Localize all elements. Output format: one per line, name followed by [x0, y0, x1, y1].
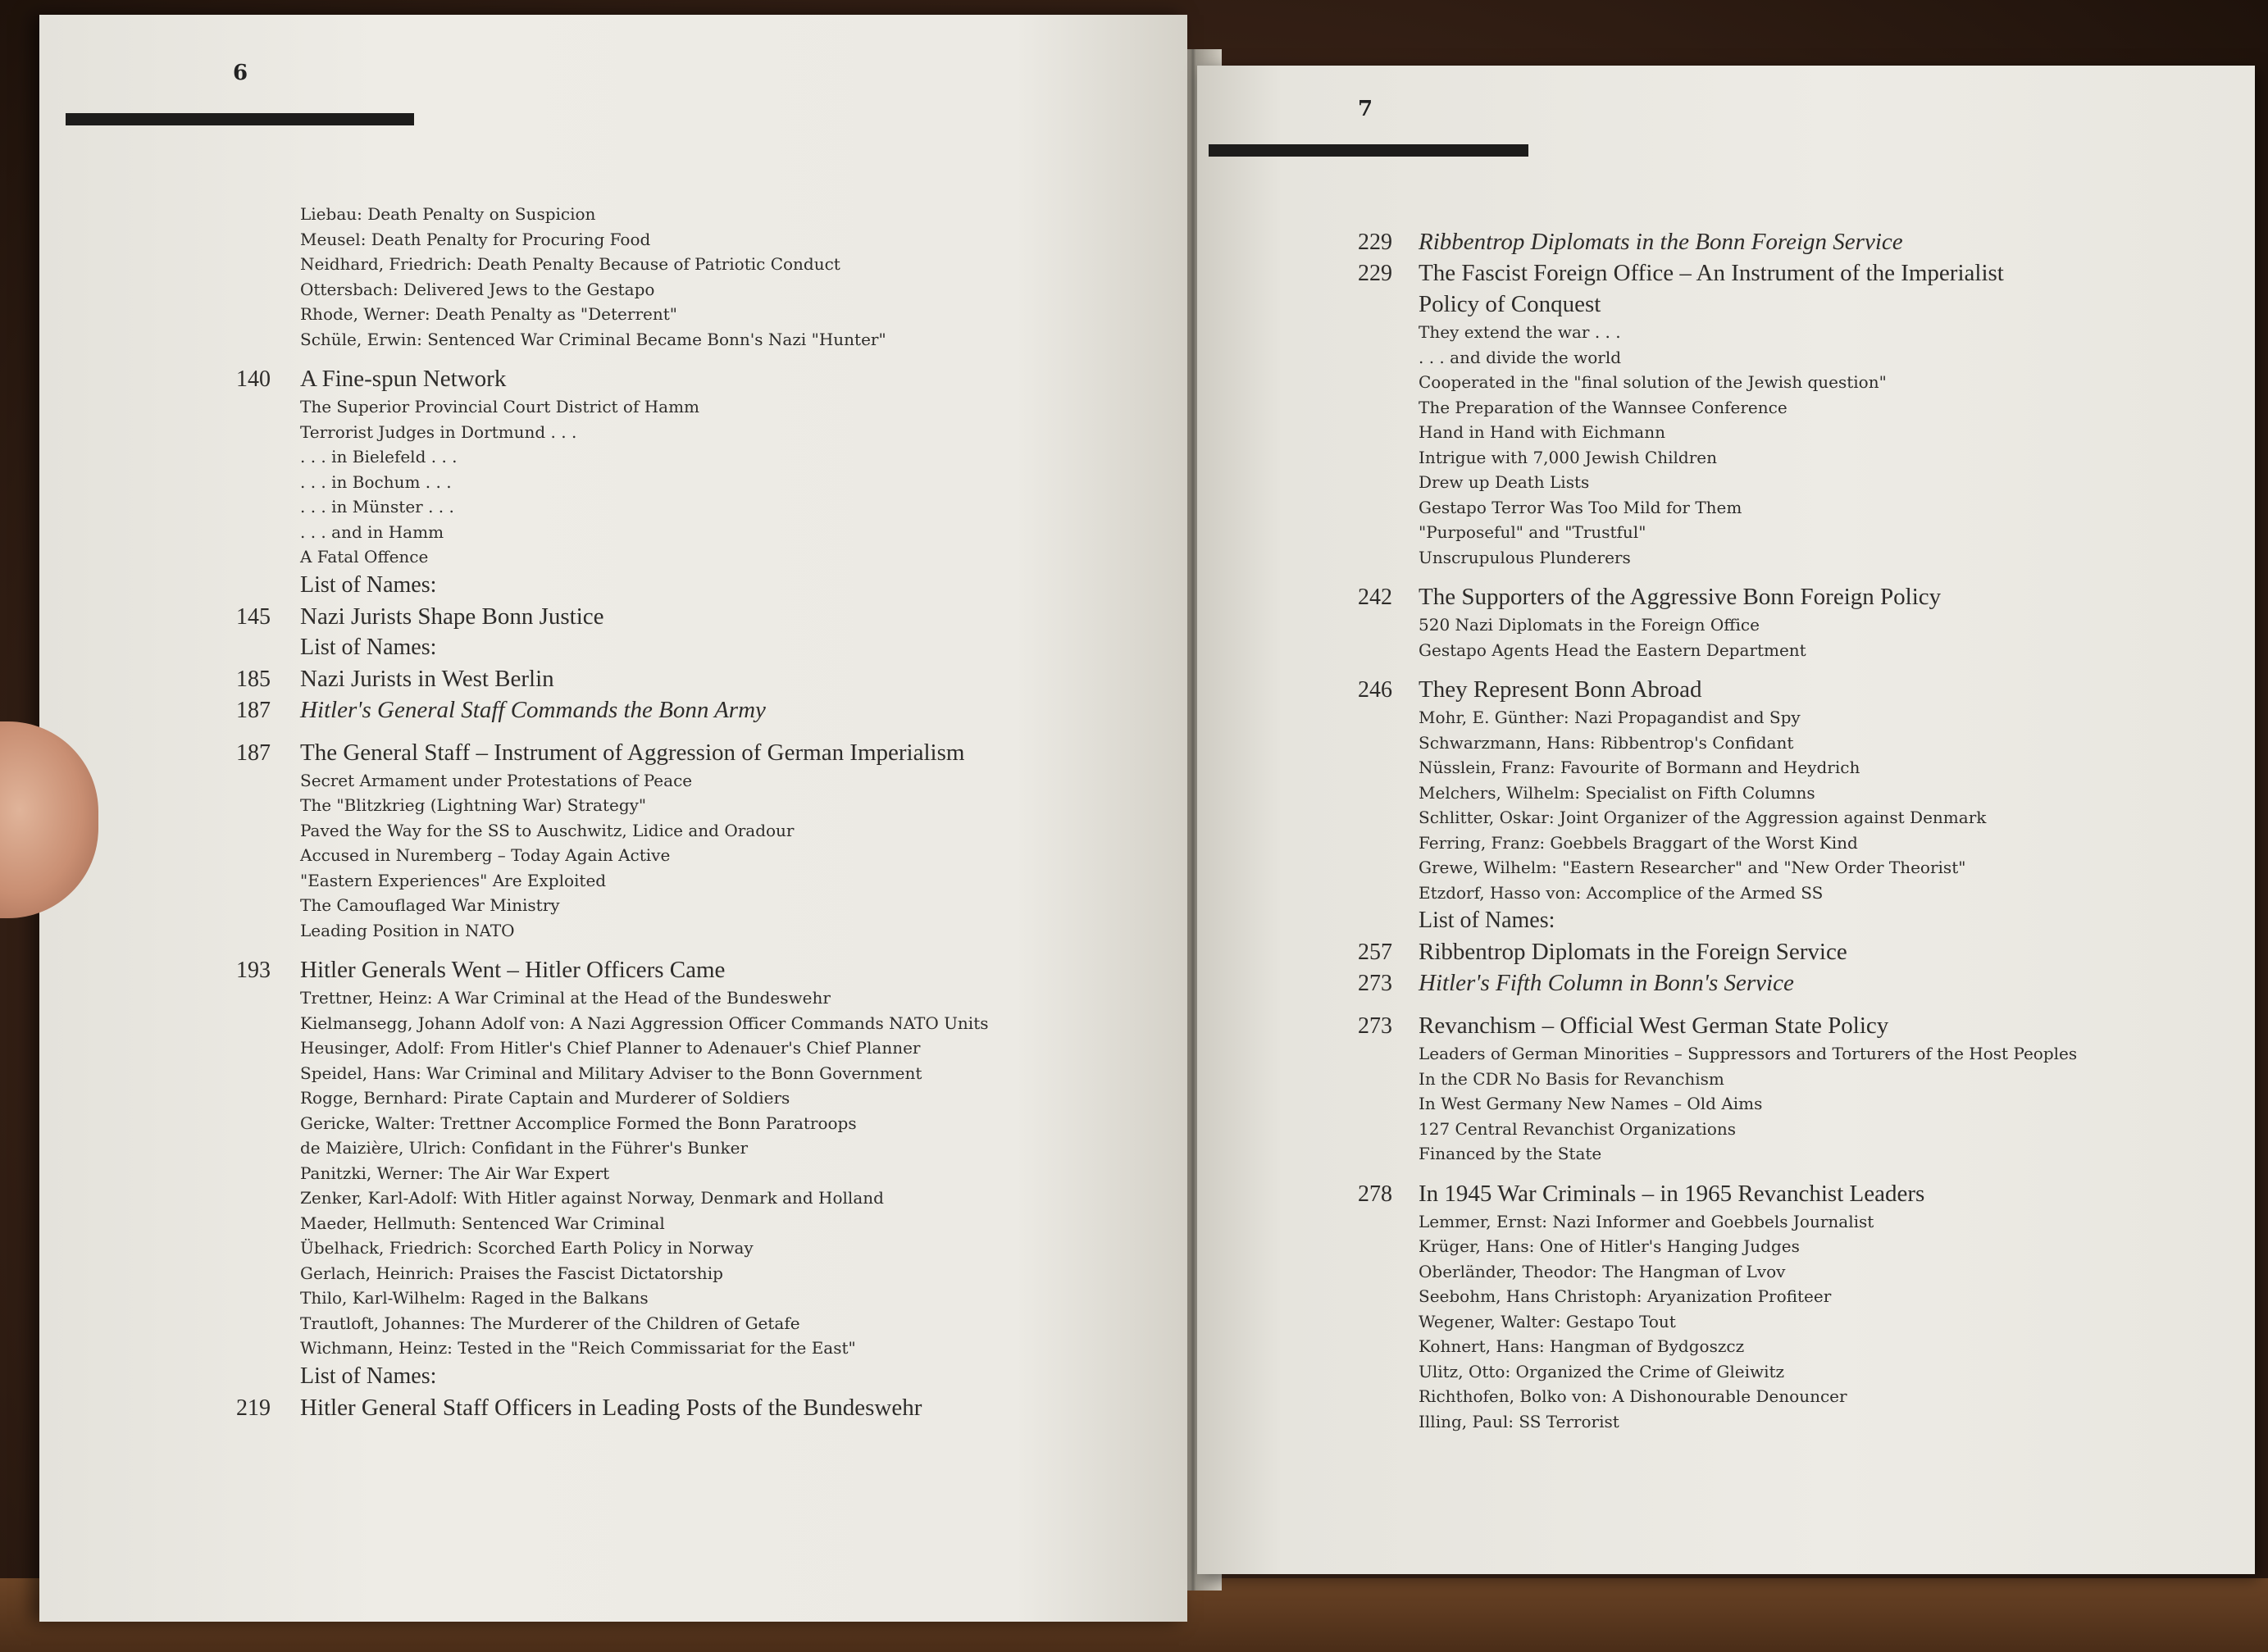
left-page — [39, 15, 1187, 1622]
toc-entry-title: Nazi Jurists Shape Bonn Justice — [300, 603, 604, 630]
toc-entry — [1197, 289, 2247, 320]
toc-entry-title: A Fine-spun Network — [300, 366, 507, 392]
toc-subentry: Kielmansegg, Johann Adolf von: A Nazi Aggression Officer Commands NATO Units — [300, 1013, 989, 1033]
toc-subentry: Gericke, Walter: Trettner Accomplice Formed the Bonn Paratroops — [300, 1113, 857, 1133]
toc-entry-title: The Fascist Foreign Office – An Instrument of the Imperialist — [1419, 260, 2004, 286]
toc-subentry: Rogge, Bernhard: Pirate Captain and Murderer of Soldiers — [300, 1088, 790, 1108]
toc-subentry: Illing, Paul: SS Terrorist — [1419, 1411, 1619, 1431]
toc-subentry: Schwarzmann, Hans: Ribbentrop's Confidant — [1419, 732, 1794, 753]
toc-subentry: Terrorist Judges in Dortmund . . . — [300, 421, 577, 442]
toc-subentry: Intrigue with 7,000 Jewish Children — [1419, 447, 1717, 467]
toc-subentry: Schüle, Erwin: Sentenced War Criminal Became Bonn's Nazi "Hunter" — [300, 329, 886, 349]
toc-entry — [39, 1392, 1154, 1423]
toc-entry-title: Ribbentrop Diplomats in the Bonn Foreign Service — [1419, 229, 1903, 255]
toc-subentry: Lemmer, Ernst: Nazi Informer and Goebbels Journalist — [1419, 1211, 1874, 1231]
contents-list-right — [1197, 226, 2247, 1434]
toc-subentry: Etzdorf, Hasso von: Accomplice of the Armed SS — [1419, 882, 1824, 903]
list-of-names-label: List of Names: — [300, 1363, 437, 1389]
toc-subentry: Speidel, Hans: War Criminal and Military Adviser to the Bonn Government — [300, 1063, 922, 1083]
toc-subentry: Zenker, Karl-Adolf: With Hitler against Norway, Denmark and Holland — [300, 1188, 884, 1208]
toc-subentry: 520 Nazi Diplomats in the Foreign Office — [1419, 615, 1760, 635]
toc-subentry: Mohr, E. Günther: Nazi Propagandist and Spy — [1419, 708, 1801, 727]
toc-entry-title: Hitler's Fifth Column in Bonn's Service — [1419, 970, 1794, 996]
toc-entry-title: Hitler's General Staff Commands the Bonn Army — [300, 696, 766, 723]
toc-entry — [1197, 967, 2247, 999]
toc-subentry: They extend the war . . . — [1419, 322, 1621, 342]
toc-subentry: . . . in Bielefeld . . . — [300, 447, 458, 466]
toc-entry — [39, 694, 1154, 726]
toc-subentry: Kohnert, Hans: Hangman of Bydgoszcz — [1419, 1336, 1745, 1356]
toc-subentry: Ottersbach: Delivered Jews to the Gestapo — [300, 279, 655, 299]
toc-subentry: Ulitz, Otto: Organized the Crime of Gleiwitz — [1419, 1361, 1785, 1381]
toc-subentry: The Preparation of the Wannsee Conference — [1419, 397, 1788, 417]
toc-entry — [39, 663, 1154, 694]
toc-page-number: 187 — [236, 697, 271, 723]
section-gap — [1197, 999, 2247, 1010]
toc-subentry: . . . in Bochum . . . — [300, 471, 452, 492]
toc-page-number: 257 — [1358, 940, 1392, 965]
toc-subentry: Gestapo Agents Head the Eastern Department — [1419, 639, 1806, 660]
toc-subentry: Gestapo Terror Was Too Mild for Them — [1419, 497, 1742, 517]
toc-page-number: 273 — [1358, 971, 1392, 996]
toc-entry-title: Revanchism – Official West German State Policy — [1419, 1013, 1889, 1039]
toc-subentry: Übelhack, Friedrich: Scorched Earth Policy in Norway — [300, 1238, 754, 1258]
toc-subentry: "Eastern Experiences" Are Exploited — [300, 870, 607, 890]
toc-subentry: Rhode, Werner: Death Penalty as "Deterrent" — [300, 304, 677, 324]
toc-subentry: Leaders of German Minorities – Suppressors and Torturers of the Host Peoples — [1419, 1044, 2078, 1063]
list-of-names-label: List of Names: — [300, 571, 437, 598]
section-gap — [39, 352, 1154, 363]
section-gap — [1197, 662, 2247, 674]
toc-entry — [39, 601, 1154, 632]
toc-page-number: 185 — [236, 666, 271, 692]
toc-entry — [39, 737, 1154, 768]
toc-entry — [1197, 226, 2247, 257]
toc-subentry: "Purposeful" and "Trustful" — [1419, 522, 1646, 542]
toc-subentry: Leading Position in NATO — [300, 920, 515, 940]
section-gap — [1197, 570, 2247, 581]
toc-subentry: Schlitter, Oskar: Joint Organizer of the Aggression against Denmark — [1419, 808, 1987, 827]
toc-page-number: 193 — [236, 958, 271, 983]
toc-entry-title: Hitler Generals Went – Hitler Officers Came — [300, 957, 726, 983]
toc-subentry: Accused in Nuremberg – Today Again Active — [300, 845, 671, 865]
toc-subentry: In the CDR No Basis for Revanchism — [1419, 1068, 1724, 1089]
toc-subentry: Seebohm, Hans Christoph: Aryanization Profiteer — [1419, 1286, 1832, 1306]
toc-page-number: 229 — [1358, 261, 1392, 286]
toc-page-number: 229 — [1358, 230, 1392, 255]
toc-subentry: The "Blitzkrieg (Lightning War) Strategy" — [300, 795, 647, 815]
toc-subentry: . . . and divide the world — [1419, 347, 1622, 367]
toc-subentry: Melchers, Wilhelm: Specialist on Fifth Columns — [1419, 782, 1815, 803]
section-gap — [1197, 1167, 2247, 1178]
toc-subentry: Trautloft, Johannes: The Murderer of the Children of Getafe — [300, 1313, 800, 1333]
toc-entry-title: In 1945 War Criminals – in 1965 Revanchist Leaders — [1419, 1180, 1925, 1207]
list-of-names-label: List of Names: — [1419, 908, 1555, 933]
toc-entry-title: Ribbentrop Diplomats in the Foreign Service — [1419, 939, 1847, 965]
toc-entry — [39, 954, 1154, 985]
toc-subentry: A Fatal Offence — [300, 547, 429, 567]
toc-subentry: de Maizière, Ulrich: Confidant in the Führer's Bunker — [300, 1138, 749, 1158]
toc-entry-title: Policy of Conquest — [1419, 291, 1601, 317]
toc-subentry: Hand in Hand with Eichmann — [1419, 422, 1665, 442]
toc-entry — [1197, 674, 2247, 705]
toc-entry — [1197, 1178, 2247, 1209]
toc-subentry: Heusinger, Adolf: From Hitler's Chief Planner to Adenauer's Chief Planner — [300, 1038, 921, 1058]
toc-page-number: 278 — [1358, 1181, 1392, 1207]
right-page — [1197, 66, 2255, 1574]
toc-subentry: Financed by the State — [1419, 1144, 1602, 1163]
toc-subentry: Trettner, Heinz: A War Criminal at the Head of the Bundeswehr — [300, 988, 831, 1008]
toc-entry — [1197, 581, 2247, 612]
toc-page-number: 219 — [236, 1395, 271, 1421]
toc-subentry: Thilo, Karl-Wilhelm: Raged in the Balkans — [300, 1288, 649, 1308]
toc-page-number: 246 — [1358, 677, 1392, 703]
toc-subentry: The Superior Provincial Court District of Hamm — [300, 397, 700, 416]
toc-page-number: 273 — [1358, 1013, 1392, 1039]
toc-entry — [39, 363, 1154, 394]
toc-subentry: Panitzki, Werner: The Air War Expert — [300, 1163, 610, 1183]
toc-subentry: Drew up Death Lists — [1419, 472, 1590, 492]
toc-subentry: Wegener, Walter: Gestapo Tout — [1419, 1311, 1676, 1331]
toc-subentry: Secret Armament under Protestations of Peace — [300, 770, 693, 790]
page-number-right: 7 — [1358, 97, 1373, 121]
toc-page-number: 145 — [236, 603, 271, 630]
toc-subentry: Wichmann, Heinz: Tested in the "Reich Commissariat for the East" — [300, 1338, 856, 1358]
toc-subentry: Ferring, Franz: Goebbels Braggart of the Worst Kind — [1419, 832, 1858, 853]
toc-entry-title: The Supporters of the Aggressive Bonn Foreign Policy — [1419, 584, 1942, 610]
toc-entry — [1197, 257, 2247, 289]
toc-subentry: . . . and in Hamm — [300, 521, 444, 542]
toc-entry-title: They Represent Bonn Abroad — [1419, 676, 1702, 703]
toc-subentry: 127 Central Revanchist Organizations — [1419, 1118, 1737, 1139]
toc-subentry: Neidhard, Friedrich: Death Penalty Because of Patriotic Conduct — [300, 254, 840, 274]
page-number-left: 6 — [233, 61, 248, 85]
header-rule-left — [66, 113, 414, 125]
toc-subentry: Gerlach, Heinrich: Praises the Fascist Dictatorship — [300, 1263, 723, 1283]
toc-entry-title: The General Staff – Instrument of Aggression of German Imperialism — [300, 739, 965, 766]
toc-subentry: Grewe, Wilhelm: "Eastern Researcher" and "New Order Theorist" — [1419, 858, 1966, 877]
toc-subentry: Krüger, Hans: One of Hitler's Hanging Judges — [1419, 1236, 1800, 1256]
toc-page-number: 187 — [236, 740, 271, 766]
toc-subentry: Richthofen, Bolko von: A Dishonourable Denouncer — [1419, 1386, 1847, 1406]
contents-list-left — [39, 202, 1154, 1423]
toc-entry — [1197, 1010, 2247, 1041]
toc-subentry: Liebau: Death Penalty on Suspicion — [300, 204, 596, 224]
toc-subentry: In West Germany New Names – Old Aims — [1419, 1094, 1763, 1113]
section-gap — [39, 726, 1154, 737]
toc-subentry: Cooperated in the "final solution of the Jewish question" — [1419, 372, 1887, 392]
list-of-names-label: List of Names: — [300, 634, 437, 660]
toc-subentry: Unscrupulous Plunderers — [1419, 547, 1631, 567]
toc-subentry: The Camouflaged War Ministry — [300, 895, 560, 915]
toc-entry-title: Nazi Jurists in West Berlin — [300, 665, 554, 692]
section-gap — [39, 943, 1154, 954]
toc-subentry: Paved the Way for the SS to Auschwitz, Lidice and Oradour — [300, 820, 795, 840]
toc-page-number: 140 — [236, 366, 271, 392]
toc-entry — [1197, 936, 2247, 967]
header-rule-right — [1209, 144, 1528, 157]
toc-subentry: Meusel: Death Penalty for Procuring Food — [300, 229, 651, 249]
toc-subentry: . . . in Münster . . . — [300, 497, 454, 517]
toc-subentry: Nüsslein, Franz: Favourite of Bormann and Heydrich — [1419, 758, 1860, 777]
toc-entry-title: Hitler General Staff Officers in Leading Posts of the Bundeswehr — [300, 1394, 922, 1421]
toc-subentry: Maeder, Hellmuth: Sentenced War Criminal — [300, 1213, 665, 1233]
toc-page-number: 242 — [1358, 585, 1392, 610]
toc-subentry: Oberländer, Theodor: The Hangman of Lvov — [1419, 1261, 1786, 1281]
